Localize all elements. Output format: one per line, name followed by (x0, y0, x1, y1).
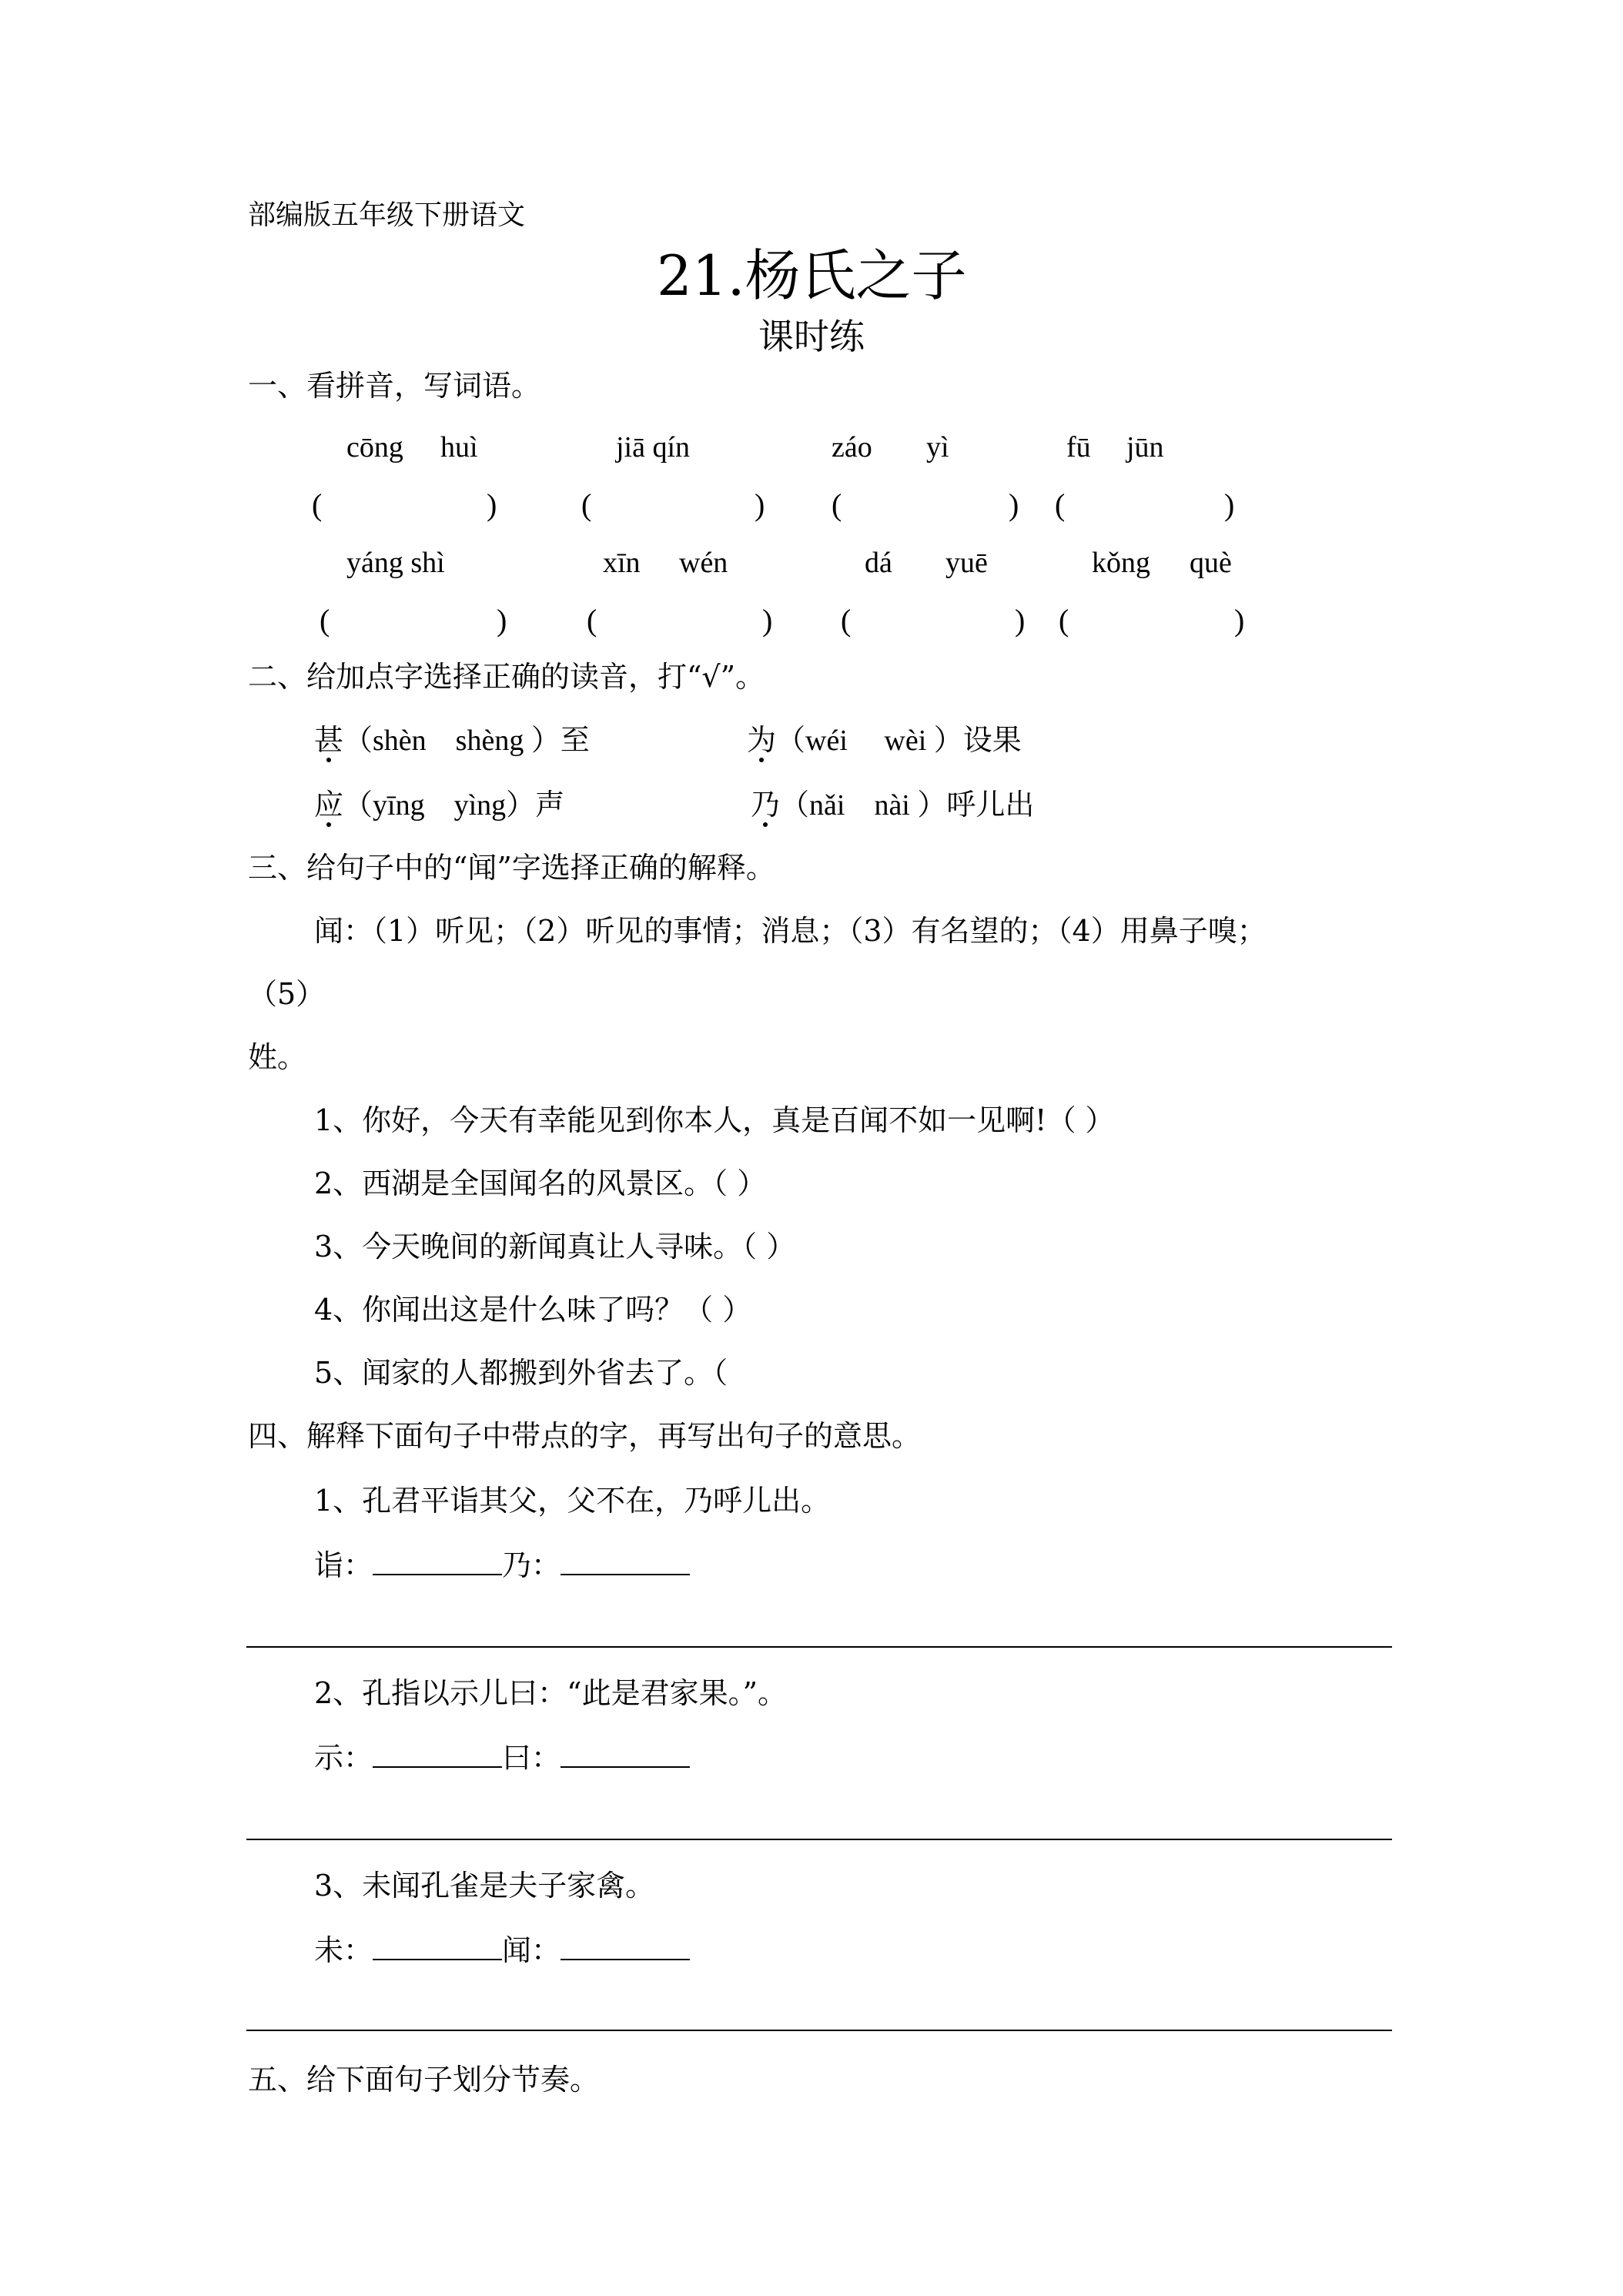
section3-heading: 三、给句子中的“闻”字选择正确的解释。 (248, 851, 775, 885)
word-suffix: 至 (560, 723, 590, 757)
dotted-char: 为 (747, 723, 777, 757)
word-blank-row (314, 1548, 690, 1582)
answer-line[interactable] (246, 1839, 1392, 1840)
word-suffix: 呼儿出 (946, 788, 1035, 822)
answer-line[interactable] (246, 1646, 1392, 1648)
reading-choice-item (314, 725, 590, 755)
pinyin-yang-shi: yáng shì (346, 547, 445, 579)
answer-blank[interactable] (373, 1551, 502, 1575)
word-label: 诣： (314, 1548, 373, 1582)
dotted-char: 甚 (314, 723, 344, 757)
answer-paren-close: ) (1009, 487, 1019, 522)
word-label: 曰： (502, 1741, 561, 1775)
answer-paren-open: ( (581, 487, 592, 522)
pinyin-jia-qin: jiā qín (616, 431, 691, 464)
pinyin-hui: huì (440, 431, 478, 464)
answer-paren-open: ( (841, 603, 852, 638)
answer-blank[interactable] (561, 1936, 690, 1960)
definitions-line: 姓。 (248, 1040, 307, 1074)
definitions-line: 闻：（1）听见；（2）听见的事情；消息；（3）有名望的；（4）用鼻子嗅； (314, 914, 1267, 948)
pinyin-cong: cōng (346, 431, 403, 464)
pinyin-yi: yì (926, 431, 949, 464)
answer-paren-open: ( (1059, 603, 1069, 638)
answer-blank[interactable] (373, 1936, 502, 1960)
answer-paren-close: ) (487, 487, 497, 522)
reading-choice-item (314, 790, 564, 820)
pinyin-wen: wén (679, 547, 728, 579)
word-blank-row (314, 1933, 690, 1967)
wen-sentence: 5、闻家的人都搬到外省去了。（ (314, 1356, 728, 1390)
reading-options: （wéi wèi ） (776, 725, 963, 757)
pinyin-yue: yuē (945, 547, 988, 579)
word-label: 乃： (502, 1548, 561, 1582)
wen-sentence: 4、你闻出这是什么味了吗？（ ） (314, 1293, 752, 1327)
answer-paren-close: ) (762, 603, 773, 638)
answer-paren-open: ( (320, 603, 330, 638)
pinyin-jun: jūn (1126, 431, 1164, 464)
word-suffix: 设果 (962, 723, 1022, 757)
answer-paren-close: ) (497, 603, 507, 638)
wen-sentence: 3、今天晚间的新闻真让人寻味。（ ） (314, 1230, 796, 1263)
classical-sentence: 3、未闻孔雀是夫子家禽。 (314, 1869, 655, 1903)
definitions-line: （5） (248, 977, 326, 1011)
page-title: 21.杨氏之子 (657, 243, 967, 308)
answer-paren-close: ) (1234, 603, 1245, 638)
pinyin-kong: kǒng (1092, 547, 1150, 579)
dotted-char: 应 (314, 788, 344, 822)
wen-sentence: 2、西湖是全国闻名的风景区。（ ） (314, 1166, 767, 1200)
classical-sentence: 1、孔君平诣其父，父不在，乃呼儿出。 (314, 1484, 831, 1518)
dotted-char: 乃 (751, 788, 781, 822)
answer-paren-open: ( (1055, 487, 1066, 522)
answer-blank[interactable] (561, 1551, 690, 1575)
answer-paren-open: ( (312, 487, 323, 522)
answer-line[interactable] (246, 2030, 1392, 2031)
word-label: 未： (314, 1933, 373, 1967)
answer-paren-open: ( (832, 487, 842, 522)
reading-choice-item (751, 790, 1034, 820)
answer-blank[interactable] (561, 1743, 690, 1768)
reading-options: （yīng yìng） (343, 789, 536, 822)
word-label: 闻： (502, 1933, 561, 1967)
pinyin-da: dá (865, 547, 892, 579)
pinyin-xin: xīn (603, 547, 641, 579)
answer-paren-open: ( (587, 603, 597, 638)
section2-heading: 二、给加点字选择正确的读音，打“√”。 (248, 660, 765, 694)
word-suffix: 声 (535, 788, 565, 822)
word-label: 示： (314, 1741, 373, 1775)
answer-paren-close: ) (1224, 487, 1235, 522)
section4-heading: 四、解释下面句子中带点的字，再写出句子的意思。 (248, 1419, 922, 1453)
pinyin-que: què (1190, 547, 1232, 579)
wen-sentence: 1、你好，今天有幸能见到你本人，真是百闻不如一见啊!（ ） (314, 1103, 1115, 1137)
pinyin-zao: záo (832, 431, 872, 464)
reading-options: （shèn shèng ） (343, 725, 561, 757)
reading-options: （nǎi nài ） (780, 789, 947, 822)
classical-sentence: 2、孔指以示儿曰：“此是君家果。”。 (314, 1676, 788, 1710)
page-subtitle: 课时练 (758, 316, 865, 357)
pinyin-fu: fū (1066, 431, 1091, 464)
answer-blank[interactable] (373, 1743, 502, 1768)
word-blank-row (314, 1741, 690, 1775)
worksheet-header: 部编版五年级下册语文 (248, 199, 526, 231)
section5-heading: 五、给下面句子划分节奏。 (248, 2063, 600, 2097)
section1-heading: 一、看拼音，写词语。 (248, 369, 541, 403)
answer-paren-close: ) (1015, 603, 1026, 638)
reading-choice-item (747, 725, 1022, 755)
answer-paren-close: ) (755, 487, 765, 522)
